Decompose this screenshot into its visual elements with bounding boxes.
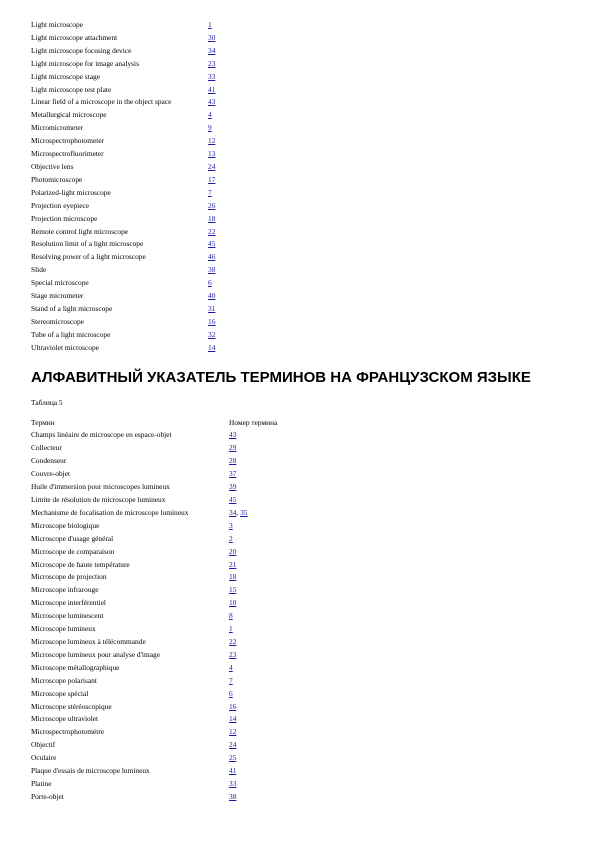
term-number-cell	[208, 45, 215, 58]
term-cell: Microscope spécial	[31, 688, 89, 698]
term-number-cell	[229, 520, 277, 533]
term-number-link[interactable]: 34	[229, 507, 237, 517]
term-number-link[interactable]: 18	[208, 213, 216, 223]
term-number-cell: 34, 35	[229, 507, 248, 517]
table-row	[31, 135, 215, 148]
table-row	[31, 329, 215, 342]
term-number-cell	[229, 559, 277, 572]
term-number-cell	[229, 494, 277, 507]
term-number-link[interactable]: 3	[229, 520, 233, 530]
term-cell: Photomicroscope	[31, 174, 83, 184]
term-cell: Metallurgical microscope	[31, 110, 107, 120]
table-row	[31, 791, 277, 804]
table-row	[31, 316, 215, 329]
term-cell: Light microscope focusing device	[31, 45, 132, 55]
term-cell: Collecteur	[31, 443, 62, 453]
term-number-cell	[229, 675, 277, 688]
term-number-link[interactable]: 45	[229, 495, 237, 504]
term-number-link[interactable]: 33	[208, 71, 216, 81]
table-row	[31, 264, 215, 277]
term-number-cell	[208, 96, 215, 109]
table-row	[31, 494, 277, 507]
term-number-cell	[208, 238, 215, 251]
term-number-link[interactable]: 30	[208, 32, 216, 42]
table-row	[31, 455, 277, 468]
table-row	[31, 571, 277, 584]
term-number-link[interactable]: 41	[208, 84, 216, 94]
term-number-cell	[208, 32, 215, 45]
document-page	[31, 19, 571, 804]
term-number-cell	[208, 71, 215, 84]
term-cell: Projection microscope	[31, 213, 98, 223]
term-cell: Ultraviolet microscope	[31, 342, 99, 352]
table-row	[31, 533, 277, 546]
term-number-link[interactable]: 40	[208, 291, 216, 301]
table-row	[31, 290, 215, 303]
term-cell: Light microscope attachment	[31, 32, 118, 42]
term-number-cell	[208, 277, 215, 290]
term-cell: Stereomicroscope	[31, 316, 84, 326]
term-number-link[interactable]: 32	[208, 329, 216, 339]
term-cell: Stage micrometer	[31, 291, 84, 301]
term-cell: Objectif	[31, 740, 56, 750]
term-number-link[interactable]: 4	[229, 662, 233, 672]
table-row	[31, 507, 277, 520]
term-number-cell	[229, 455, 277, 468]
term-number-cell	[208, 329, 215, 342]
table-row	[31, 623, 277, 636]
table-row	[31, 84, 215, 97]
term-cell: Micromicrometer	[31, 123, 84, 133]
term-number-link[interactable]: 37	[229, 469, 237, 479]
term-cell: Microscope infrarouge	[31, 585, 99, 595]
term-number-link[interactable]: 1	[229, 624, 233, 634]
term-cell: Linear field of a microscope in the object space	[31, 97, 172, 107]
term-number-link[interactable]: 10	[229, 598, 237, 608]
term-number-link[interactable]: 38	[229, 791, 237, 801]
term-cell: Microscope de comparaison	[31, 546, 115, 556]
table-row	[31, 442, 277, 455]
term-number-cell	[208, 84, 215, 97]
table-row	[31, 96, 215, 109]
french-term-index	[31, 417, 277, 804]
term-number-link[interactable]: 21	[229, 559, 237, 569]
term-number-link[interactable]: 16	[208, 316, 216, 326]
table-row	[31, 109, 215, 122]
term-number-link[interactable]: 6	[208, 278, 212, 288]
term-number-cell	[229, 726, 277, 739]
term-number-cell	[229, 468, 277, 481]
term-cell: Polarized-light microscope	[31, 187, 111, 197]
term-number-cell	[229, 778, 277, 791]
term-number-link[interactable]: 34	[208, 45, 216, 55]
term-cell: Remote control light microscope	[31, 226, 129, 236]
term-number-link[interactable]: 20	[229, 546, 237, 556]
section-heading: АЛФАВИТНЫЙ УКАЗАТЕЛЬ ТЕРМИНОВ НА ФРАНЦУЗСКОМ ЯЗЫКЕ	[31, 368, 531, 386]
term-number-cell	[208, 135, 215, 148]
term-cell: Champs linéaire de microscope en espace-objet	[31, 430, 172, 440]
table-row	[31, 546, 277, 559]
term-number-link[interactable]: 45	[208, 239, 216, 249]
english-term-index	[31, 19, 215, 355]
table-row	[31, 226, 215, 239]
table-row	[31, 584, 277, 597]
term-number-cell	[229, 584, 277, 597]
column-header-term: Термин	[31, 417, 55, 427]
term-number-cell	[208, 109, 215, 122]
term-number-cell	[229, 713, 277, 726]
term-number-link[interactable]: 23	[208, 58, 216, 68]
term-cell: Mechanisme de focalisation de microscope lumineux	[31, 507, 189, 517]
term-number-link[interactable]: 43	[208, 97, 216, 107]
table-row	[31, 559, 277, 572]
table-row	[31, 277, 215, 290]
term-number-cell	[208, 342, 215, 355]
term-number-cell	[229, 481, 277, 494]
term-cell: Resolution limit of a light microscope	[31, 239, 144, 249]
table-row	[31, 148, 215, 161]
table-row	[31, 187, 215, 200]
term-cell: Microscope métallographique	[31, 662, 120, 672]
term-number-cell	[208, 226, 215, 239]
term-number-link[interactable]: 24	[229, 740, 237, 750]
term-number-link[interactable]: 16	[229, 701, 237, 711]
term-number-link[interactable]: 18	[229, 572, 237, 582]
term-cell: Microscope lumineux à télécommande	[31, 636, 146, 646]
term-number-cell	[229, 688, 277, 701]
term-number-cell	[229, 649, 277, 662]
term-cell: Light microscope for image analysis	[31, 58, 139, 68]
table-row	[31, 251, 215, 264]
table-row	[31, 778, 277, 791]
table-row	[31, 701, 277, 714]
table-row	[31, 213, 215, 226]
term-cell: Microscope polarisant	[31, 675, 97, 685]
term-number-cell	[208, 200, 215, 213]
term-number-cell	[208, 19, 215, 32]
term-cell: Microscope interférentiel	[31, 598, 106, 608]
term-cell: Microscope ultraviolet	[31, 714, 99, 724]
term-number-cell	[208, 290, 215, 303]
term-number-cell	[229, 662, 277, 675]
term-cell: Projection eyepiece	[31, 200, 90, 210]
term-cell: Huile d'immersion pour microscopes lumineux	[31, 482, 170, 492]
table-row	[31, 200, 215, 213]
term-cell: Oculaire	[31, 753, 57, 763]
term-cell: Light microscope	[31, 20, 83, 29]
term-number-cell	[229, 533, 277, 546]
term-number-link[interactable]: 43	[229, 430, 237, 440]
term-number-cell	[208, 213, 215, 226]
term-number-link[interactable]: 35	[240, 507, 248, 517]
term-number-cell	[229, 429, 277, 442]
term-number-link[interactable]: 38	[208, 265, 216, 275]
table-row	[31, 468, 277, 481]
term-cell: Couvre-objet	[31, 469, 70, 479]
table-row	[31, 481, 277, 494]
term-number-cell	[208, 303, 215, 316]
term-number-link[interactable]: 6	[229, 688, 233, 698]
table-header-row	[31, 417, 277, 430]
term-cell: Condenseur	[31, 456, 67, 466]
table-row	[31, 122, 215, 135]
term-number-cell	[208, 187, 215, 200]
term-cell: Microspectrofluorimeter	[31, 149, 104, 159]
term-cell: Microspectrophotometer	[31, 136, 105, 146]
term-number-link[interactable]: 13	[208, 149, 216, 159]
table-row	[31, 161, 215, 174]
term-number-link[interactable]: 12	[208, 136, 216, 146]
term-number-cell	[208, 58, 215, 71]
term-cell: Microscope lumineux	[31, 624, 96, 634]
term-cell: Tube of a light microscope	[31, 329, 111, 339]
term-cell: Microscope biologique	[31, 520, 100, 530]
term-number-cell	[229, 739, 277, 752]
term-number-link[interactable]: 33	[229, 778, 237, 788]
term-number-link[interactable]: 41	[229, 766, 237, 776]
term-cell: Microscope luminescent	[31, 611, 104, 621]
term-number-link[interactable]: 39	[229, 482, 237, 492]
table-row	[31, 649, 277, 662]
table-row	[31, 32, 215, 45]
term-number-cell	[229, 442, 277, 455]
table-row	[31, 675, 277, 688]
term-number-link[interactable]: 25	[229, 753, 237, 763]
column-header-number: Номер термина	[229, 417, 278, 427]
table-row	[31, 45, 215, 58]
term-cell: Light microscope test plate	[31, 84, 112, 94]
term-number-link[interactable]: 4	[208, 110, 212, 120]
term-number-cell	[229, 623, 277, 636]
term-number-link[interactable]: 15	[229, 585, 237, 595]
term-number-cell	[229, 546, 277, 559]
term-number-link[interactable]: 23	[229, 649, 237, 659]
term-number-link[interactable]: 8	[229, 611, 233, 621]
term-cell: Microscope lumineux pour analyse d'image	[31, 649, 160, 659]
table-row	[31, 610, 277, 623]
table-row	[31, 429, 277, 442]
term-number-link[interactable]: 1	[208, 20, 212, 29]
term-number-cell	[208, 174, 215, 187]
term-number-link[interactable]: 26	[208, 200, 216, 210]
term-number-link[interactable]: 7	[208, 187, 212, 197]
term-cell: Plaque d'essais de microscope lumineux	[31, 766, 150, 776]
table-row	[31, 597, 277, 610]
table-row	[31, 765, 277, 778]
table-row	[31, 636, 277, 649]
table-caption: Таблица 5	[31, 397, 63, 407]
term-cell: Stand of a light microscope	[31, 303, 113, 313]
term-number-cell	[208, 251, 215, 264]
term-number-cell	[208, 264, 215, 277]
table-row	[31, 71, 215, 84]
term-number-cell	[229, 636, 277, 649]
term-cell: Microscope de haute température	[31, 559, 130, 569]
table-row	[31, 520, 277, 533]
term-number-link[interactable]: 9	[208, 123, 212, 133]
term-cell: Microscope de projection	[31, 572, 107, 582]
term-cell: Microscope stéréoscopique	[31, 701, 112, 711]
term-cell: Platine	[31, 778, 52, 788]
term-number-cell	[229, 701, 277, 714]
term-number-link[interactable]: 7	[229, 675, 233, 685]
table-row	[31, 238, 215, 251]
table-row	[31, 662, 277, 675]
term-number-link[interactable]: 12	[229, 727, 237, 737]
term-number-link[interactable]: 28	[229, 456, 237, 466]
term-cell: Light microscope stage	[31, 71, 100, 81]
term-number-cell	[229, 791, 277, 804]
term-number-cell	[208, 161, 215, 174]
term-number-link[interactable]: 14	[229, 714, 237, 724]
term-cell: Objective lens	[31, 161, 74, 171]
table-row	[31, 752, 277, 765]
term-number-link[interactable]: 29	[229, 443, 237, 453]
table-row	[31, 19, 215, 32]
term-number-cell	[229, 610, 277, 623]
term-number-link[interactable]: 31	[208, 303, 216, 313]
table-row	[31, 688, 277, 701]
term-number-cell	[208, 122, 215, 135]
term-number-link[interactable]: 24	[208, 161, 216, 171]
term-number-link[interactable]: 22	[229, 636, 237, 646]
term-number-cell	[229, 765, 277, 778]
term-number-link[interactable]: 22	[208, 226, 216, 236]
term-cell: Special microscope	[31, 278, 89, 288]
table-row	[31, 713, 277, 726]
table-row	[31, 303, 215, 316]
term-cell: Microscope d'usage général	[31, 533, 114, 543]
term-number-link[interactable]: 14	[208, 342, 216, 352]
term-number-cell	[229, 597, 277, 610]
table-row	[31, 726, 277, 739]
term-cell: Microspectrophotomètre	[31, 727, 105, 737]
term-number-cell	[229, 571, 277, 584]
term-number-cell	[208, 148, 215, 161]
table-row	[31, 739, 277, 752]
term-cell: Slide	[31, 265, 47, 275]
term-number-link[interactable]: 17	[208, 174, 216, 184]
table-row	[31, 58, 215, 71]
table-row	[31, 174, 215, 187]
table-row	[31, 342, 215, 355]
term-number-link[interactable]: 46	[208, 252, 216, 262]
term-number-link[interactable]: 2	[229, 533, 233, 543]
term-cell: Porte-objet	[31, 791, 64, 801]
term-number-cell	[229, 752, 277, 765]
term-number-cell	[208, 316, 215, 329]
term-cell: Resolving power of a light microscope	[31, 252, 146, 262]
term-cell: Limite de résolution de microscope lumineux	[31, 495, 166, 504]
